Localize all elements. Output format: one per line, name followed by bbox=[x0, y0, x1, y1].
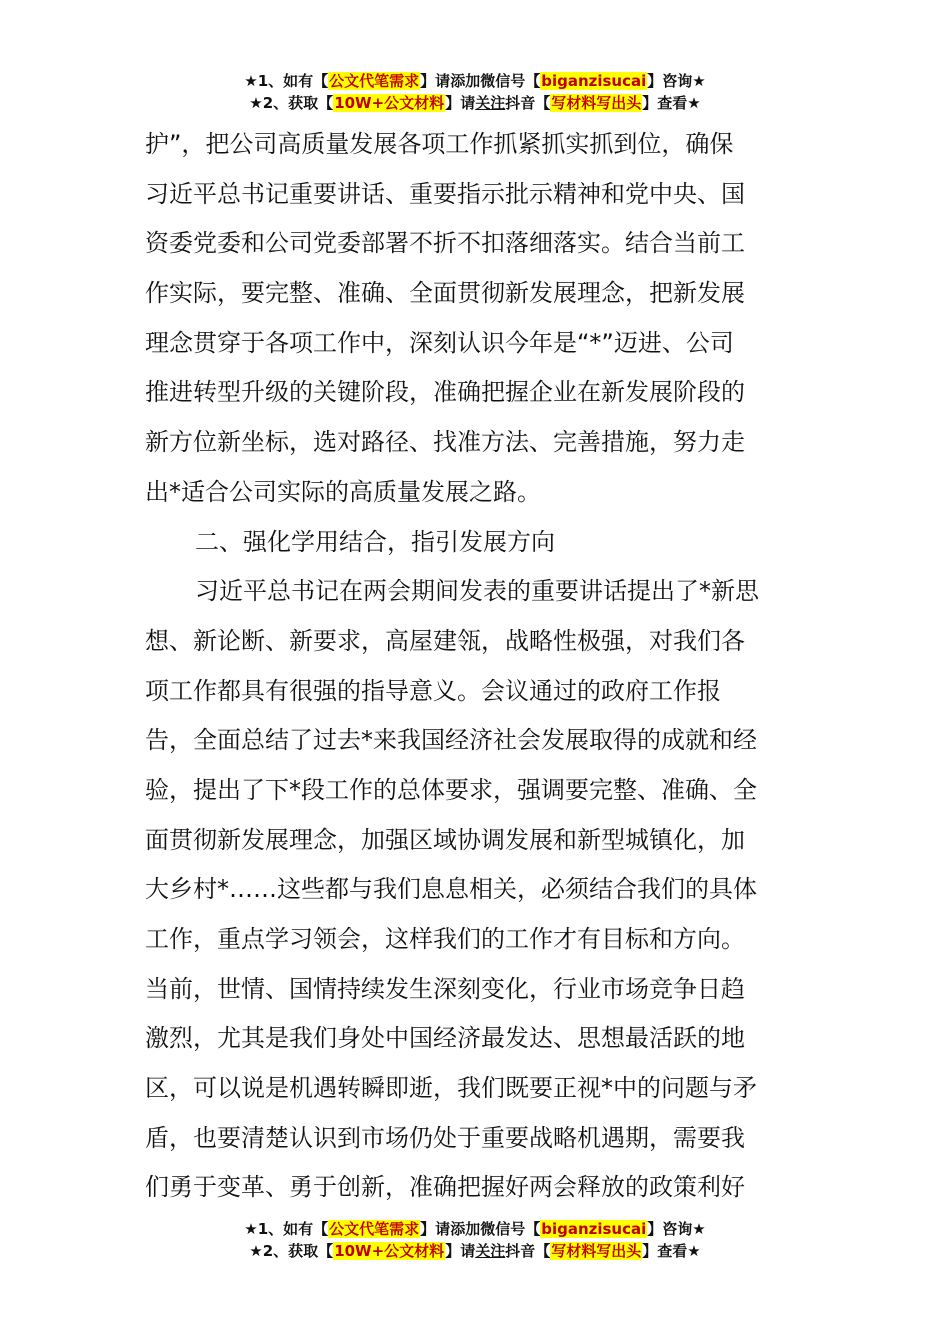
banner-highlight: 10W+公文材料 bbox=[334, 1242, 445, 1260]
section-heading: 二、强化学用结合，指引发展方向 bbox=[195, 527, 555, 556]
banner-text: ★2、获取【 bbox=[249, 94, 334, 112]
banner-text: 微信号【 bbox=[480, 1220, 541, 1238]
banner-emphasis: 添加 bbox=[450, 72, 481, 90]
body-line: 习近平总书记重要讲话、重要指示批示精神和党中央、国 bbox=[145, 179, 745, 208]
banner-text: ★1、如有【 bbox=[244, 72, 329, 90]
banner-text: 】咨询★ bbox=[647, 72, 706, 90]
banner-text: 】查看★ bbox=[642, 1242, 701, 1260]
banner-text: 】请 bbox=[445, 1242, 476, 1260]
banner-emphasis: 添加 bbox=[450, 1220, 481, 1238]
banner-line-consulting bbox=[0, 1218, 950, 1240]
banner-line-materials bbox=[0, 92, 950, 114]
banner-emphasis: 关注 bbox=[475, 94, 506, 112]
body-line: 作实际，要完整、准确、全面贯彻新发展理念，把新发展 bbox=[145, 279, 745, 308]
banner-highlight-douyin-account: 写材料写出头 bbox=[551, 94, 642, 112]
body-line: 出*适合公司实际的高质量发展之路。 bbox=[145, 477, 541, 506]
banner-emphasis: 关注 bbox=[475, 1242, 506, 1260]
banner-text: ★2、获取【 bbox=[249, 1242, 334, 1260]
body-line: 推进转型升级的关键阶段，准确把握企业在新发展阶段的 bbox=[145, 378, 745, 407]
body-line: 面贯彻新发展理念，加强区域协调发展和新型城镇化，加 bbox=[145, 825, 745, 854]
body-line: 项工作都具有很强的指导意义。会议通过的政府工作报 bbox=[145, 676, 721, 705]
banner-line-materials bbox=[0, 1240, 950, 1262]
body-line: 们勇于变革、勇于创新，准确把握好两会释放的政策利好 bbox=[145, 1173, 745, 1202]
body-line: 想、新论断、新要求，高屋建瓴，战略性极强，对我们各 bbox=[145, 626, 745, 655]
banner-highlight-wechat-id: biganzisucai bbox=[541, 1220, 647, 1238]
banner-line-consulting bbox=[0, 70, 950, 92]
body-line: 理念贯穿于各项工作中，深刻认识今年是“*”迈进、公司 bbox=[145, 328, 734, 357]
banner-text: 】请 bbox=[420, 72, 451, 90]
footer-banner bbox=[0, 1218, 950, 1262]
banner-text: 】咨询★ bbox=[647, 1220, 706, 1238]
body-line: 护”，把公司高质量发展各项工作抓紧抓实抓到位，确保 bbox=[145, 130, 734, 158]
banner-text: 】请 bbox=[420, 1220, 451, 1238]
body-line: 区，可以说是机遇转瞬即逝，我们既要正视*中的问题与矛 bbox=[145, 1074, 757, 1103]
banner-highlight: 公文代笔需求 bbox=[329, 1220, 420, 1238]
banner-text: 抖音【 bbox=[505, 1242, 551, 1260]
banner-highlight-wechat-id: biganzisucai bbox=[541, 72, 647, 90]
banner-highlight: 公文代笔需求 bbox=[329, 72, 420, 90]
document-body bbox=[145, 120, 810, 1213]
banner-text: 微信号【 bbox=[480, 72, 541, 90]
body-line: 大乡村*……这些都与我们息息相关，必须结合我们的具体 bbox=[145, 875, 757, 904]
body-line: 验，提出了下*段工作的总体要求，强调要完整、准确、全 bbox=[145, 775, 757, 804]
body-line: 激烈，尤其是我们身处中国经济最发达、思想最活跃的地 bbox=[145, 1024, 745, 1053]
banner-highlight: 10W+公文材料 bbox=[334, 94, 445, 112]
body-line: 新方位新坐标，选对路径、找准方法、完善措施，努力走 bbox=[145, 428, 745, 457]
body-line: 盾，也要清楚认识到市场仍处于重要战略机遇期，需要我 bbox=[145, 1123, 745, 1152]
banner-highlight-douyin-account: 写材料写出头 bbox=[551, 1242, 642, 1260]
body-line: 告，全面总结了过去*来我国经济社会发展取得的成就和经 bbox=[145, 726, 757, 755]
paragraph-first-line: 习近平总书记在两会期间发表的重要讲话提出了*新思 bbox=[195, 577, 759, 606]
banner-text: 】查看★ bbox=[642, 94, 701, 112]
body-line: 工作，重点学习领会，这样我们的工作才有目标和方向。 bbox=[145, 925, 745, 953]
body-line: 资委党委和公司党委部署不折不扣落细落实。结合当前工 bbox=[145, 229, 745, 258]
banner-text: ★1、如有【 bbox=[244, 1220, 329, 1238]
header-banner bbox=[0, 70, 950, 114]
body-line: 当前，世情、国情持续发生深刻变化，行业市场竞争日趋 bbox=[145, 974, 745, 1003]
banner-text: 】请 bbox=[445, 94, 476, 112]
banner-text: 抖音【 bbox=[505, 94, 551, 112]
